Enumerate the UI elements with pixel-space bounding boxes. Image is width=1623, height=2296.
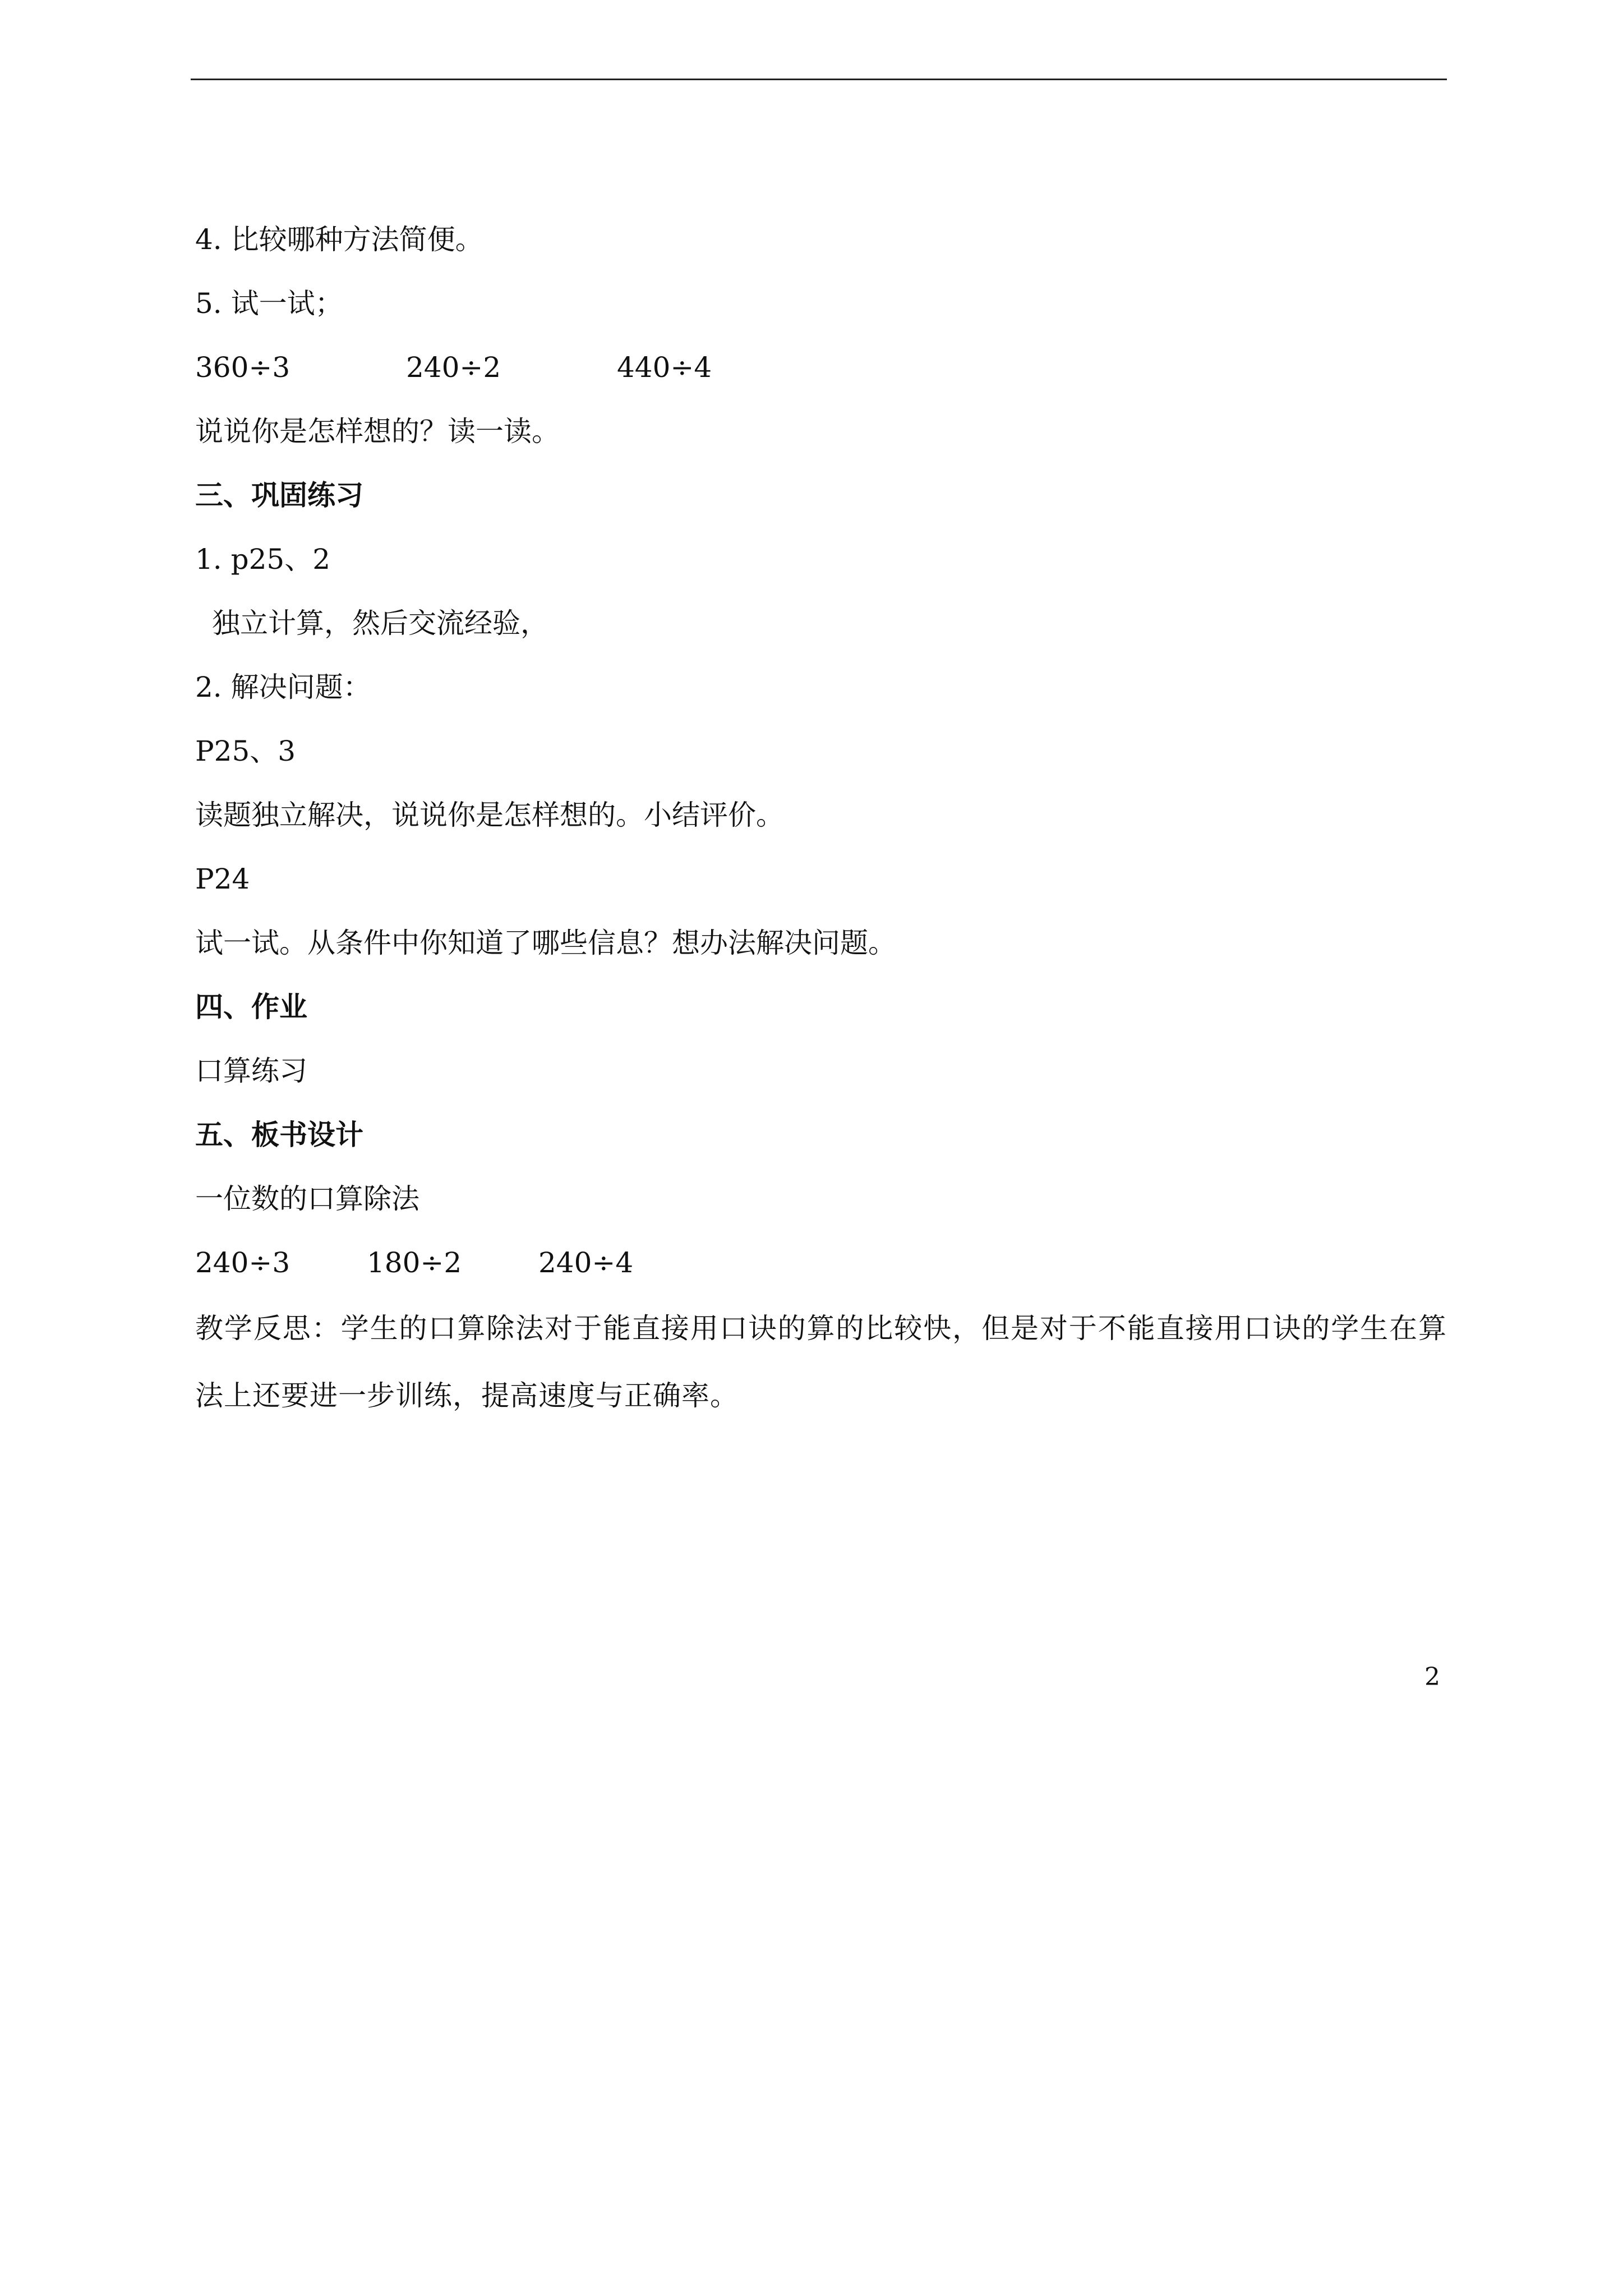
practice-item-1-note: 独立计算，然后交流经验， [212, 607, 548, 639]
board-expressions [195, 1231, 1447, 1295]
say-and-read: 说说你是怎样想的？读一读。 [195, 415, 560, 448]
section-heading-practice: 三、巩固练习 [195, 478, 363, 512]
practice-item-2: 2. 解决问题： [195, 671, 371, 703]
teaching-reflection: 教学反思：学生的口算除法对于能直接用口诀的算的比较快，但是对于不能直接用口诀的学生在算法上还要进一步训练，提高速度与正确率。 [195, 1312, 1447, 1412]
page-ref-p24: P24 [195, 863, 250, 895]
header-rule [191, 79, 1447, 80]
board-expression: 240÷4 [538, 1246, 634, 1279]
board-expression: 180÷2 [367, 1246, 462, 1279]
try-expression: 240÷2 [406, 351, 501, 384]
page-ref-p25-3: P25、3 [195, 735, 296, 767]
step-compare-methods: 4. 比较哪种方法简便。 [195, 223, 483, 256]
board-title: 一位数的口算除法 [195, 1182, 419, 1215]
step-try-it: 5. 试一试； [195, 287, 343, 320]
board-expression: 240÷3 [195, 1246, 291, 1279]
try-expressions [195, 335, 1447, 399]
try-solve-note: 试一试。从条件中你知道了哪些信息？想办法解决问题。 [195, 927, 896, 959]
page-number: 2 [1424, 1663, 1440, 1691]
section-heading-homework: 四、作业 [195, 990, 307, 1023]
try-expression: 440÷4 [617, 351, 712, 384]
homework-item: 口算练习 [195, 1055, 307, 1087]
solve-note: 读题独立解决，说说你是怎样想的。小结评价。 [195, 799, 784, 831]
section-heading-board-design: 五、板书设计 [195, 1118, 363, 1151]
practice-item-1: 1. p25、2 [195, 543, 331, 576]
document-body [195, 208, 1447, 1429]
try-expression: 360÷3 [195, 351, 291, 384]
